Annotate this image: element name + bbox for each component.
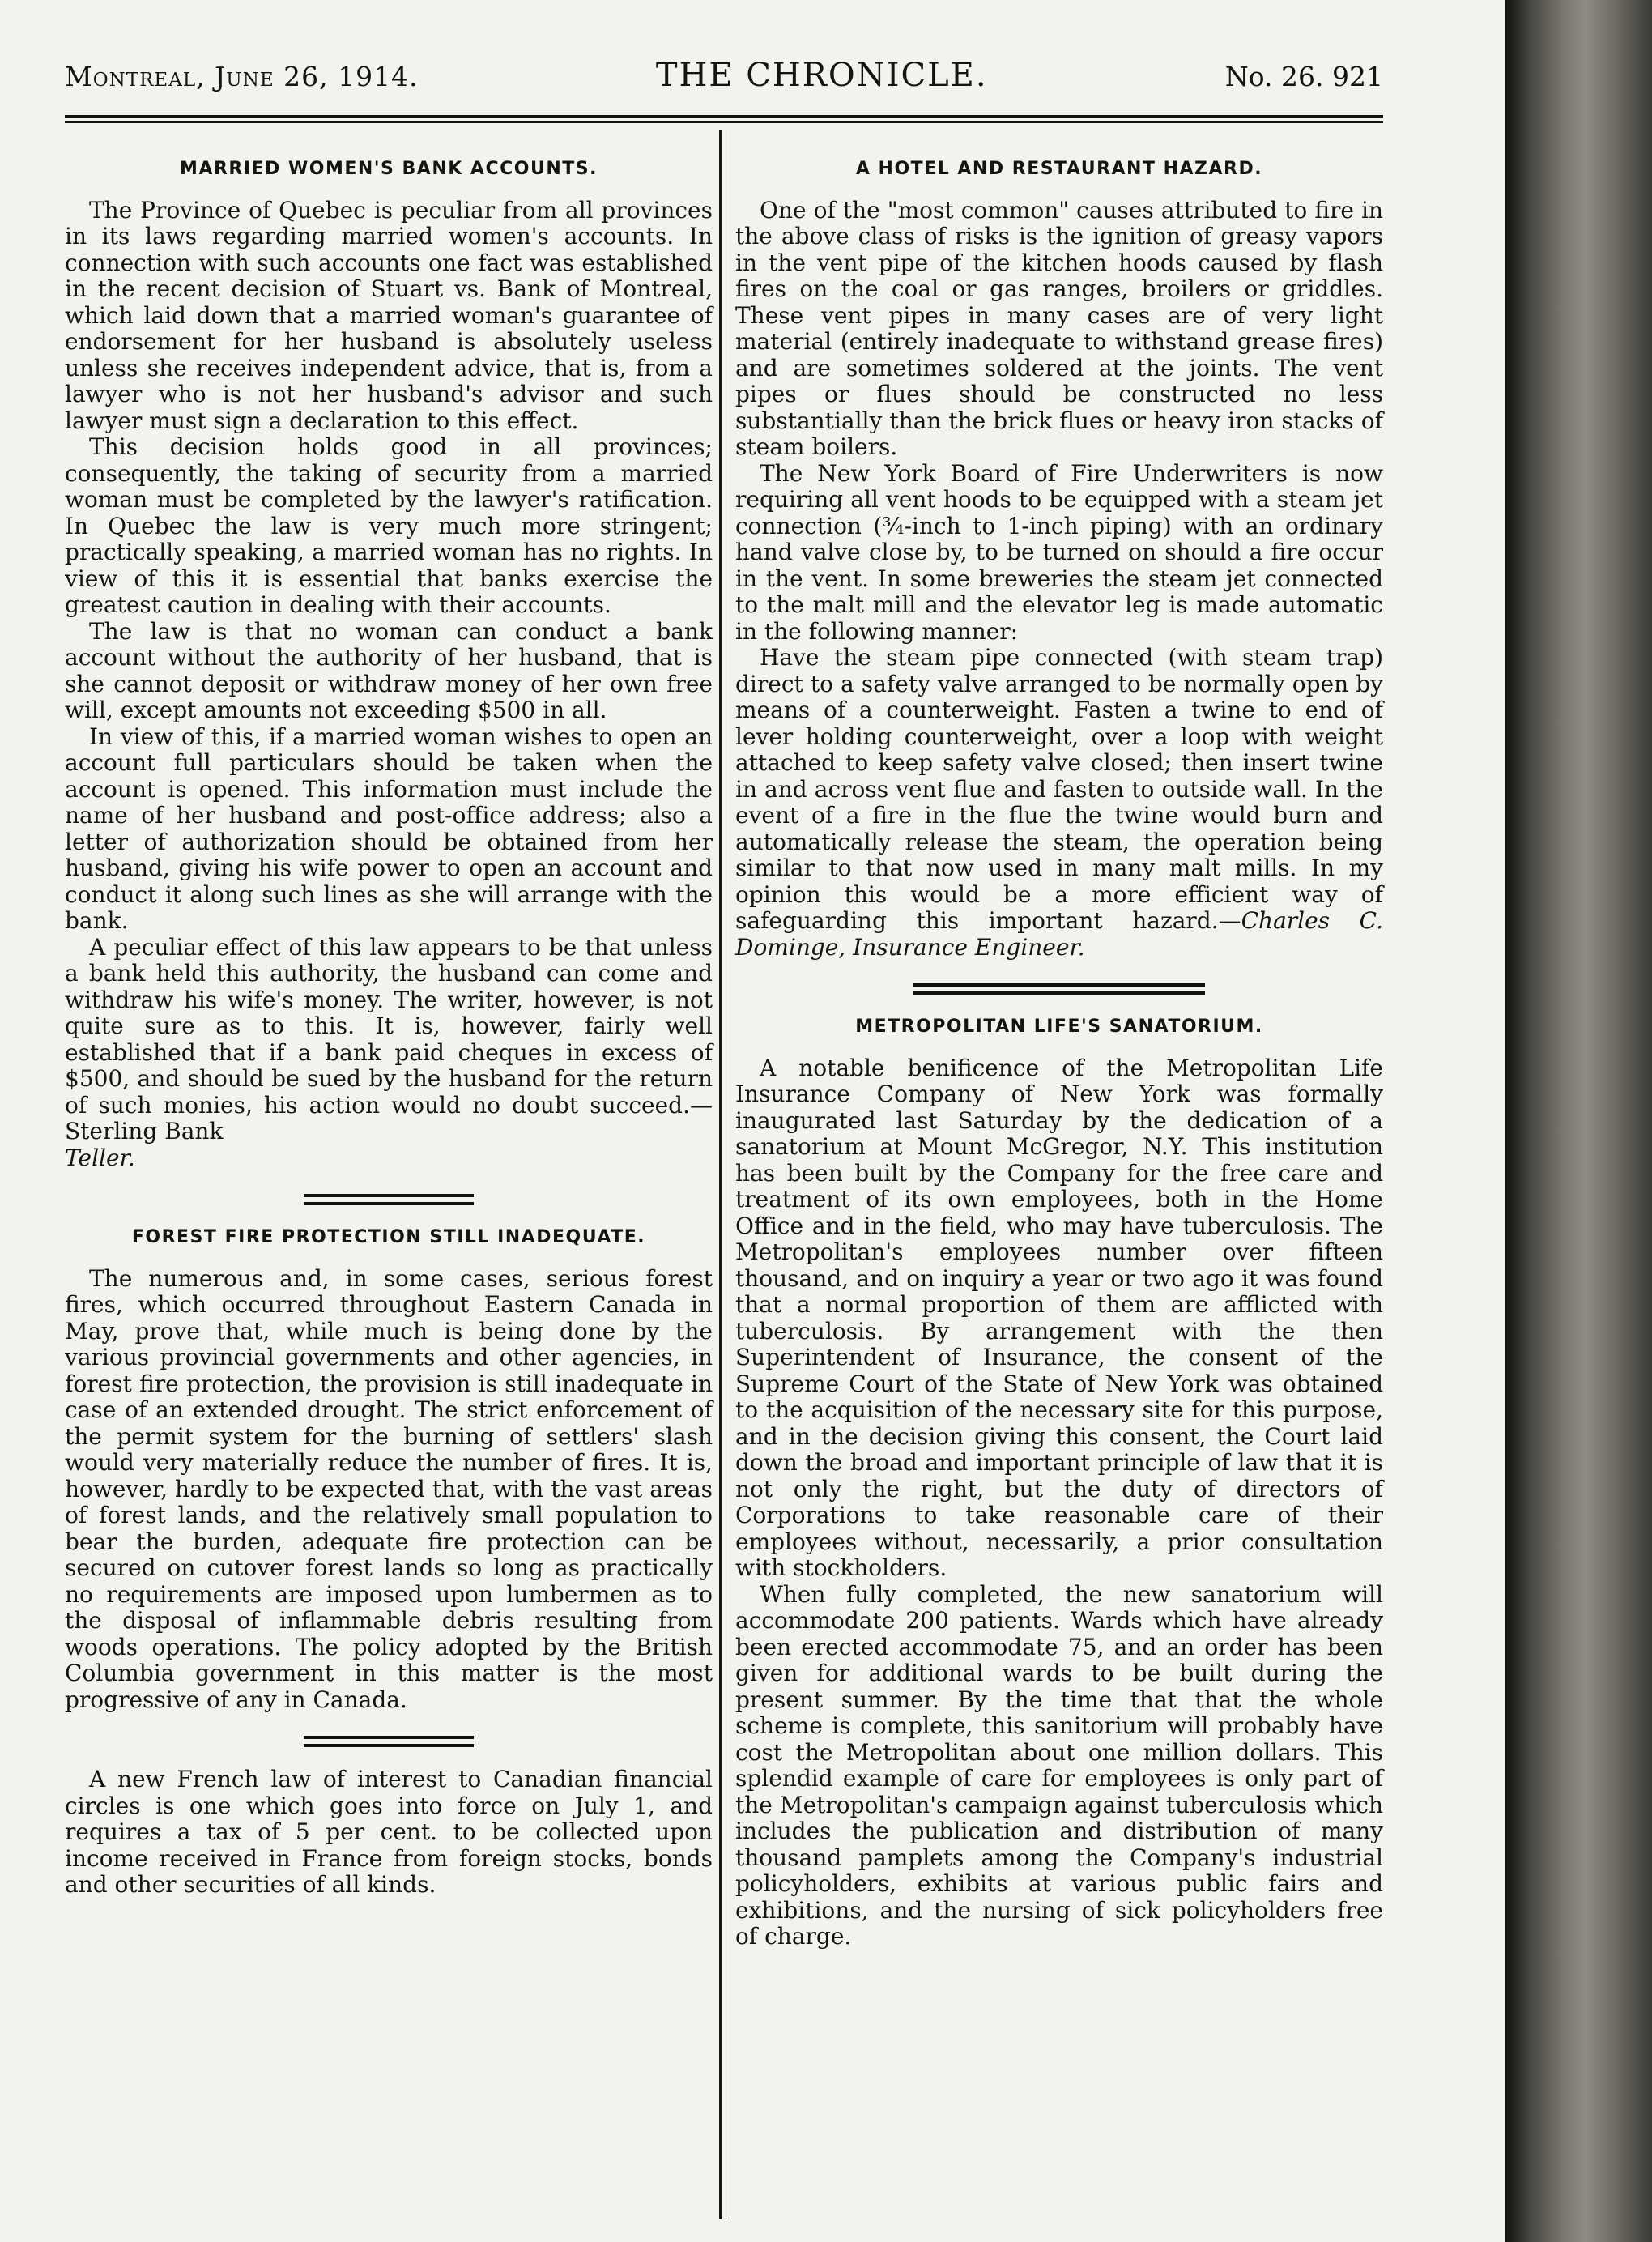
article-headline: MARRIED WOMEN'S BANK ACCOUNTS. [180,159,598,179]
article-paragraph [735,645,1383,961]
article-paragraph: A new French law of interest to Canadian financial circles is one which goes into force on July 1, and requires a tax of 5 per cent. to be collected upon income received in France from foreign stocks, bonds and other securities of all kinds. [65,1766,713,1898]
section-separator [304,1736,474,1747]
paragraph-text: Have the steam pipe connected (with steam trap) direct to a safety valve arranged to be normally open by means of a counterweight. Fasten a twine to end of lever holding counterweight, over a loop with weight attached to keep safety valve closed; then insert twine in and across vent flue and fasten to outside wall. In the event of a fire in the flue the twine would burn and automatically release the steam, the operation being similar to that now used in many malt mills. In my opinion this would be a more efficient way of safeguarding this important hazard.— [735,644,1383,934]
article-paragraph: One of the "most common" causes attributed to fire in the above class of risks is the ignition of greasy vapors in the vent pipe of the kitchen hoods caused by flash fires on the coal or gas ranges, broilers or griddles. These vent pipes in many cases are of very light material (entirely inadequate to withstand grease fires) and are sometimes soldered at the joints. The vent pipes or flues should be constructed no less substantially than the brick flues or heavy iron stacks of steam boilers. [735,196,1383,460]
article-headline: METROPOLITAN LIFE'S SANATORIUM. [855,1017,1263,1037]
section-separator [913,983,1205,995]
article-paragraph: The Province of Quebec is peculiar from all provinces in its laws regarding married women's accounts. In connection with such accounts one fact was established in the recent decision of Stuart vs. Bank of Montreal, which laid down that a married woman's guarantee of endorsement for her husband is absolutely useless unless she receives independent advice, that is, from a lawyer who is not her husband's advisor and such lawyer must sign a declaration to this effect. [65,196,713,434]
header-rule [65,115,1383,123]
article-signature: Charles C. Dominge, Insurance Engineer. [735,907,1383,961]
dateline: Montreal, June 26, 1914. [65,61,419,92]
article-signature: Teller. [65,1144,135,1171]
article-paragraph: The law is that no woman can conduct a bank account without the authority of her husband, that is she cannot deposit or withdraw money of her own free will, except amounts not exceeding $500 in all. [65,617,713,723]
article-paragraph: The numerous and, in some cases, serious forest fires, which occurred throughout Eastern Canada in May, prove that, while much is being done by the various provincial governments and other agencies, in forest fire protection, the provision is still inadequate in case of an extended drought. The strict enforcement of the permit system for the burning of settlers' slash would very materially reduce the number of fires. It is, however, hardly to be expected that, with the vast areas of forest lands, and the relatively small population to bear the burden, adequate fire protection can be secured on cutover forest lands so long as practically no requirements are imposed upon lumbermen as to the disposal of inflammable debris resulting from woods operations. The policy adopted by the British Columbia government in this matter is the most progressive of any in Canada. [65,1264,713,1713]
article-paragraph: When fully completed, the new sanatorium will accommodate 200 patients. Wards which have already been erected accommodate 75, and an order has been given for additional wards to be built during the present summer. By the time that that the whole scheme is complete, this sanitorium will probably have cost the Metropolitan about one million dollars. This splendid example of care for employees is only part of the Metropolitan's campaign against tuberculosis which includes the publication and distribution of many thousand pamplets among the Company's industrial policyholders, exhibits at various public fairs and exhibitions, and the nursing of sick policyholders free of charge. [735,1580,1383,1950]
article-headline: A HOTEL AND RESTAURANT HAZARD. [855,159,1263,179]
masthead-title: THE CHRONICLE. [655,57,988,94]
article-paragraph: This decision holds good in all provinces; consequently, the taking of security from a married woman must be completed by the lawyer's ratification. In Quebec the law is very much more stringent; practically speaking, a married woman has no rights. In view of this it is essential that banks exercise the greatest caution in dealing with their accounts. [65,433,713,618]
article-paragraph: In view of this, if a married woman wishes to open an account full particulars should be taken when the account is opened. This information must include the name of her husband and post-office address; also a letter of authorization should be obtained from her husband, giving his wife power to open an account and conduct it along such lines as she will arrange with the bank. [65,722,713,934]
right-column [735,134,1383,1950]
issue-page-number: No. 26. 921 [1224,61,1383,92]
column-divider [719,130,722,2219]
page-header [65,57,1383,105]
section-separator [304,1194,474,1205]
article-headline: FOREST FIRE PROTECTION STILL INADEQUATE. [131,1227,646,1247]
article-paragraph: A peculiar effect of this law appears to be that unless a bank held this authority, the husband can come and withdraw his wife's money. The writer, however, is not quite sure as to this. It is, however, fairly well established that if a bank paid cheques in excess of $500, and should be sued by the husband for the return of such monies, his action would no doubt succeed.—Sterling Bank [65,933,713,1144]
left-column [65,134,713,1899]
book-spine-edge [1505,0,1652,2242]
article-paragraph: The New York Board of Fire Underwriters is now requiring all vent hoods to be equipped with a steam jet connection (¾-inch to 1-inch piping) with an ordinary hand valve close by, to be turned on should a fire occur in the vent. In some breweries the steam jet connected to the malt mill and the elevator leg is made automatic in the following manner: [735,459,1383,645]
article-paragraph: A notable benificence of the Metropolitan Life Insurance Company of New York was formally inaugurated last Saturday by the dedication of a sanatorium at Mount McGregor, N.Y. This institution has been built by the Company for the free care and treatment of its own employees, both in the Home Office and in the field, who may have tuberculosis. The Metropolitan's employees number over fifteen thousand, and on inquiry a year or two ago it was found that a normal proportion of them are afflicted with tuberculosis. By arrangement with the then Superintendent of Insurance, the consent of the Supreme Court of the State of New York was obtained to the acquisition of the necessary site for this purpose, and in the decision giving this consent, the Court laid down the broad and important principle of law that it is not only the right, but the duty of directors of Corporations to take reasonable care of their employees without, necessarily, a prior consultation with stockholders. [735,1054,1383,1581]
